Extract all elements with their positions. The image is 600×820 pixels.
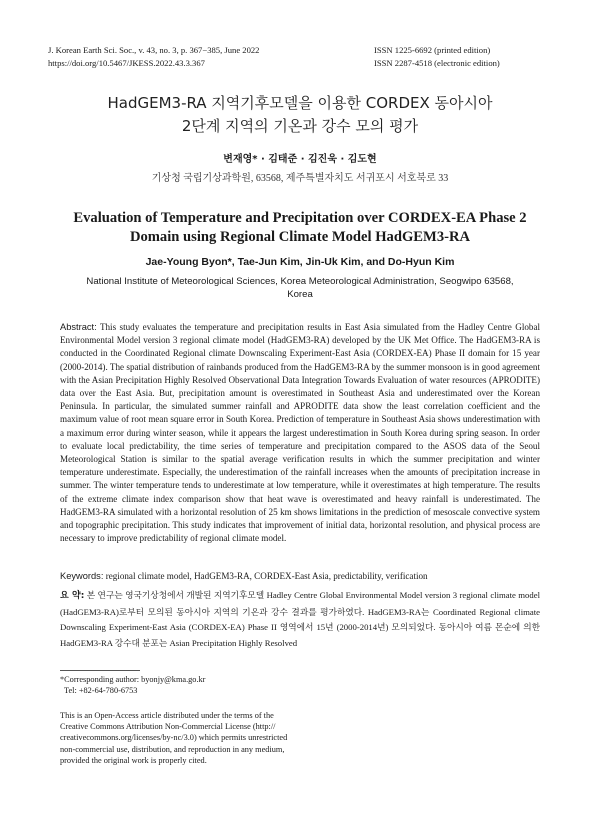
korean-title — [0, 92, 600, 138]
license-line5: provided the original work is properly cited. — [60, 755, 207, 765]
license-line4: non-commercial use, distribution, and reproduction in any medium, — [60, 744, 285, 754]
korean-abstract-label: 요 약: — [60, 591, 85, 601]
license-line2: Creative Commons Attribution Non-Commercial License (http:// — [60, 722, 276, 732]
issn-print: ISSN 1225-6692 (printed edition) — [374, 45, 491, 55]
keywords-label: Keywords: — [60, 571, 104, 581]
journal-citation — [48, 44, 259, 69]
english-affiliation-line1: National Institute of Meteorological Sciences, Korea Meteorological Administration, Seogwipo 63568, — [86, 276, 514, 287]
corresponding-author-footnote — [60, 674, 205, 696]
abstract-label: Abstract: — [60, 322, 97, 332]
english-affiliation — [60, 275, 540, 301]
korean-title-line1: HadGEM3-RA 지역기후모델을 이용한 CORDEX 동아시아 — [107, 94, 493, 112]
english-title-line2: Domain using Regional Climate Model HadGEM3-RA — [129, 229, 471, 245]
issn-block — [374, 44, 500, 69]
english-authors: Jae-Young Byon*, Tae-Jun Kim, Jin-Uk Kim, and Do-Hyun Kim — [145, 256, 455, 268]
korean-authors: 변재영* · 김태준 · 김진욱 · 김도현 — [223, 154, 377, 165]
english-title-line1: Evaluation of Temperature and Precipitation over CORDEX-EA Phase 2 — [73, 210, 527, 226]
corresponding-tel: Tel: +82-64-780-6753 — [64, 686, 138, 695]
license-line3: creativecommons.org/licenses/by-nc/3.0) which permits unrestricted — [60, 733, 288, 743]
journal-line: J. Korean Earth Sci. Soc., v. 43, no. 3, p. 367−385, June 2022 — [48, 45, 260, 55]
issn-electronic: ISSN 2287-4518 (electronic edition) — [374, 57, 500, 68]
corresponding-author: *Corresponding author: byonjy@kma.go.kr — [60, 675, 206, 684]
doi-link[interactable]: https://doi.org/10.5467/JKESS.2022.43.3.367 — [48, 57, 205, 68]
footnote-divider — [60, 670, 140, 671]
korean-abstract — [60, 588, 540, 651]
license-line1: This is an Open-Access article distributed under the terms of the — [60, 711, 274, 720]
english-title — [0, 209, 600, 247]
korean-title-line2: 2단계 지역의 기온과 강수 모의 평가 — [181, 117, 419, 135]
english-affiliation-line2: Korea — [287, 289, 313, 300]
korean-affiliation: 기상청 국립기상과학원, 63568, 제주특별자치도 서귀포시 서호북로 33 — [151, 173, 449, 184]
korean-abstract-text: 본 연구는 영국기상청에서 개발된 지역기후모델 Hadley Centre Global Environmental Model version 3 regional climate model (HadGEM3-RA)로부터 모의된 동아시아 지역의 기온과 강수 결과를 평가하였다. HadGEM3-RA는 Coordinated Regional climate Downscaling Experiment-East Asia (CORDEX-EA) Phase II 영역에서 15년 (2000-2014년) 모의되었다. 동아시아 여름 몬순에 의한 HadGEM3-RA 강수대 분포는 Asian Precipitation Highly Resolved — [60, 590, 541, 648]
license-notice — [60, 710, 298, 766]
abstract-text: This study evaluates the temperature and precipitation results in East Asia simulated from the Hadley Centre Global Environmental Model version 3 regional climate model (HadGEM3-RA) developed by the UK Met Office. The HadGEM3-RA is conducted in the Coordinated Regional climate Downscaling Experiment-East Asia (CORDEX-EA) Phase II domain for 15 year (2000-2014). The spatial distribution of rainbands produced from the HadGEM3-RA by the summer monsoon is in good agreement with the Asian Precipitation Highly Resolved Observational Data Integration Towards Evaluation of water resources (APRODITE) data over the East Asia. But, precipitation amount is overestimated in Southeast Asia and underestimated over the Korean Peninsula. In particular, the simulated summer rainfall and APRODITE data show the least correlation coefficient and the maximum value of root mean square error in South Korea. Prediction of temperature in Southeast Asia shows underestimation with a maximum error during winter season, while it appears the largest underestimation in South Korea during spring season. In order to evaluate local predictability, the time series of temperature and precipitation compared to the ASOS data of the Seoul Meteorological Station is similar to the spatial average verification results in which the summer precipitation and winter temperature underestimate. Especially, the underestimation of the rainfall increases when the amounts of precipitation increase in summer. The winter temperature tends to underestimate at low temperature, while it overestimates at high temperature. The results of the extreme climate index comparison show that heat wave is overestimated and heavy rainfall is underestimated. The HadGEM3-RA simulated with a horizontal resolution of 25 km shows limitations in the prediction of mesoscale convective system and topographic precipitation. This study indicates that improvement of initial data, horizontal resolution, and physical process are necessary to improve predictability of regional climate model. — [60, 322, 541, 544]
abstract — [60, 321, 540, 545]
keywords-text: regional climate model, HadGEM3-RA, CORDEX-East Asia, predictability, verification — [105, 571, 428, 581]
keywords — [60, 570, 540, 583]
